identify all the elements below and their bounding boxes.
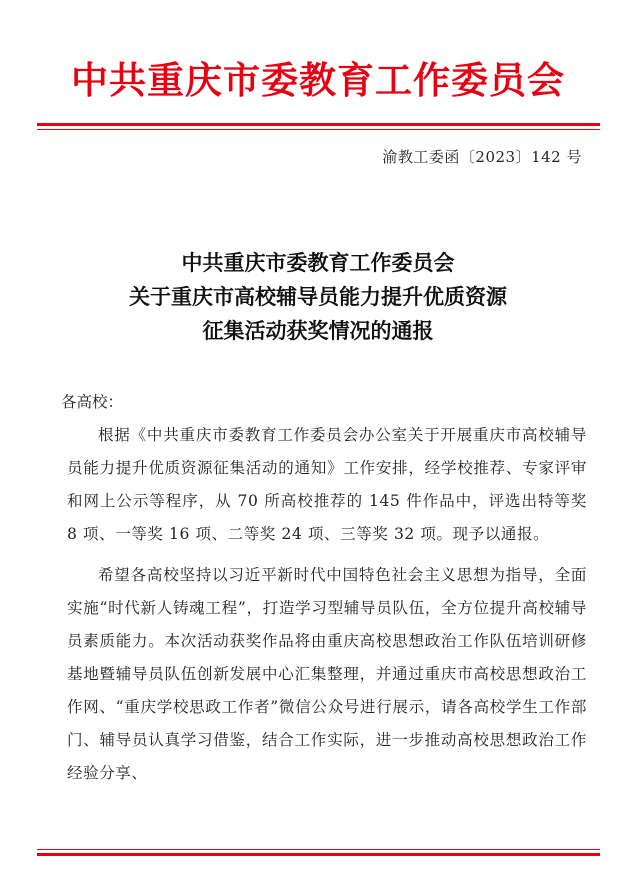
masthead-divider-thick bbox=[37, 123, 600, 126]
document-title bbox=[0, 246, 636, 348]
document-title-line: 中共重庆市委教育工作委员会 bbox=[181, 251, 455, 275]
salutation: 各高校： bbox=[61, 393, 124, 411]
masthead-title: 中共重庆市委教育工作委员会 bbox=[71, 59, 565, 102]
masthead-divider-thin bbox=[37, 129, 600, 130]
body-paragraph: 希望各高校坚持以习近平新时代中国特色社会主义思想为指导，全面实施“时代新人铸魂工程”，打造学习型辅导员队伍，全方位提升高校辅导员素质能力。本次活动获奖作品将由重庆高校思想政治工作队伍培训研修基地暨辅导员队伍创新发展中心汇集整理，并通过重庆市高校思想政治工作网、“重庆学校思政工作者”微信公众号进行展示，请各高校学生工作部门、辅导员认真学习借鉴，结合工作实际，进一步推动高校思想政治工作经验分享、 bbox=[67, 566, 587, 782]
body-paragraph: 根据《中共重庆市委教育工作委员会办公室关于开展重庆市高校辅导员能力提升优质资源征集活动的通知》工作安排，经学校推荐、专家评审和网上公示等程序，从 70 所高校推荐的 145 件作品中，评选出特等奖 8 项、一等奖 16 项、二等奖 24 项、三等奖 32 项。现予以通报。 bbox=[67, 426, 587, 543]
document-title-line: 关于重庆市高校辅导员能力提升优质资源 bbox=[129, 285, 507, 309]
footer-divider-thin bbox=[37, 849, 600, 850]
footer-divider-thick bbox=[37, 853, 600, 856]
document-number: 渝教工委函〔2023〕142 号 bbox=[382, 148, 582, 166]
document-body bbox=[61, 386, 587, 790]
document-title-line: 征集活动获奖情况的通报 bbox=[202, 319, 434, 343]
